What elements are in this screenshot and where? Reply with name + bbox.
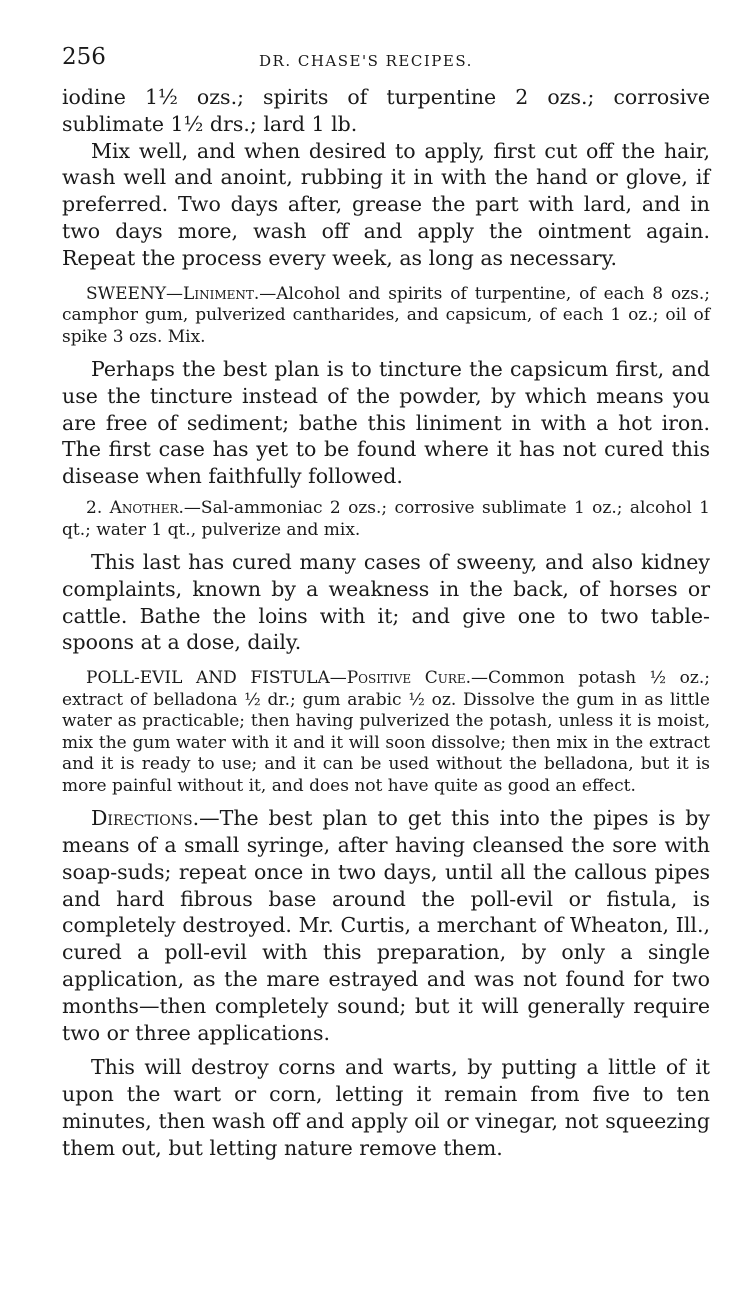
recipe-number: 2. bbox=[86, 498, 103, 519]
recipe-subtitle: Positive Cure. bbox=[346, 668, 472, 689]
paragraph-sweeny-results: This last has cured many cases of sweeny, and also kidney complaints, known by a weakness in the back, of horses or cattle. Bathe the loins with it; and give one to two table-spoons at a dose, daily. bbox=[62, 550, 710, 655]
recipe-text: —Sal-ammoniac 2 ozs.; corrosive sublimate 1 oz.; alcohol 1 qt.; water 1 qt., pulverize and mix. bbox=[62, 498, 710, 540]
paragraph-sweeny-notes: Perhaps the best plan is to tincture the capsicum first, and use the tincture instead of the powder, by which means you are free of sediment; bathe this liniment in with a hot iron. The first case has yet to be found where it has not cured this disease when faithfully followed. bbox=[62, 357, 710, 489]
recipe-title: POLL-EVIL AND FISTULA— bbox=[86, 668, 347, 689]
directions-label: Directions. bbox=[91, 806, 200, 831]
paragraph-application: Mix well, and when desired to apply, first cut off the hair, wash well and anoint, rubbing it in with the hand or glove, if preferred. Two days after, grease the part with lard, and in two days more, wash off and apply the ointment again. Repeat the process every week, as long as necessary. bbox=[62, 138, 710, 270]
recipe-title: SWEENY— bbox=[86, 283, 184, 304]
page-number: 256 bbox=[62, 44, 106, 70]
recipe-text: —Alcohol and spirits of turpentine, of each 8 ozs.; camphor gum, pulverized cantharides, and capsicum, of each 1 oz.; oil of spike 3 ozs. Mix. bbox=[62, 283, 710, 347]
paragraph-ingredients-continued: iodine 1½ ozs.; spirits of turpentine 2 ozs.; corrosive sublimate 1½ drs.; lard 1 lb. bbox=[62, 85, 710, 136]
recipe-subtitle: Liniment. bbox=[183, 283, 260, 304]
book-page bbox=[62, 44, 710, 1162]
page-header bbox=[62, 44, 710, 84]
recipe-subtitle: Another. bbox=[109, 498, 184, 519]
recipe-poll-evil bbox=[62, 668, 710, 797]
running-title: DR. CHASE'S RECIPES. bbox=[259, 52, 473, 70]
recipe-text: —Common potash ½ oz.; extract of belladona ½ dr.; gum arabic ½ oz. Dissolve the gum in as little water as practicable; then having pulverized the potash, unless it is moist, mix the gum water with it and it will soon dissolve; then mix in the extract and it is ready to use; and it can be used without the belladona, but it is more painful without it, and does not have quite as good an effect. bbox=[62, 668, 710, 796]
paragraph-corns-warts: This will destroy corns and warts, by putting a little of it upon the wart or corn, letting it remain from five to ten minutes, then wash off and apply oil or vinegar, not squeezing them out, but letting nature remove them. bbox=[62, 1055, 710, 1160]
paragraph-directions bbox=[62, 805, 710, 1046]
recipe-sweeny-liniment bbox=[62, 284, 710, 349]
directions-text: —The best plan to get this into the pipes is by means of a small syringe, after having cleansed the sore with soap-suds; repeat once in two days, until all the callous pipes and hard fibrous base around the poll-evil or fistula, is completely destroyed. Mr. Curtis, a merchant of Wheaton, Ill., cured a poll-evil with this preparation, by only a single application, as the mare estrayed and was not found for two months—then completely sound; but it will generally require two or three applications. bbox=[62, 806, 710, 1045]
recipe-sweeny-another bbox=[62, 498, 710, 541]
